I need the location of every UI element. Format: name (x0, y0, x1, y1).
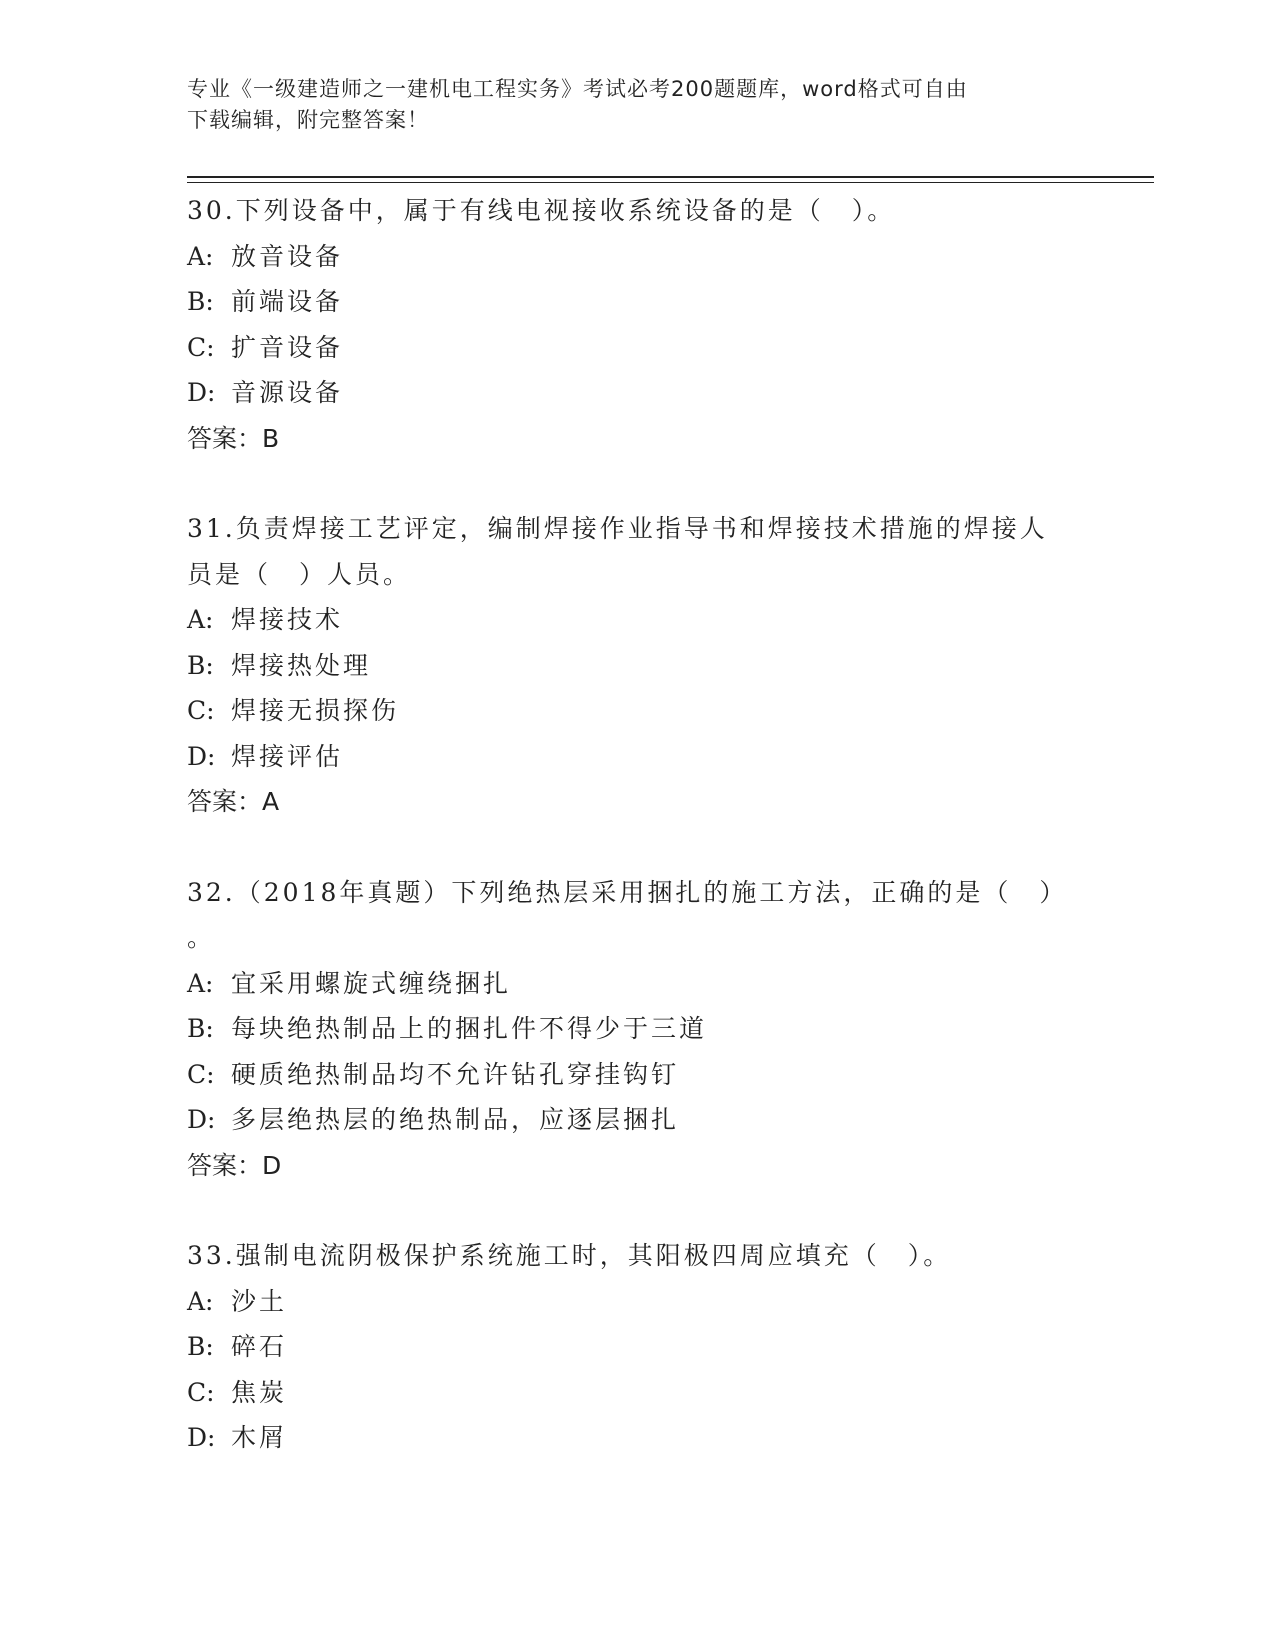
spacer (187, 1188, 1077, 1233)
option-text: 沙土 (231, 1286, 288, 1316)
spacer (187, 825, 1077, 870)
option-text: 焊接热处理 (231, 650, 372, 680)
header-line-2: 下载编辑，附完整答案！ (187, 108, 429, 132)
option-text: 碎石 (231, 1332, 288, 1361)
question-stem: 33.强制电流阴极保护系统施工时，其阳极四周应填充（ ）。 (187, 1241, 952, 1270)
question-stem: 30.下列设备中，属于有线电视接收系统设备的是（ ）。 (187, 196, 896, 225)
option-letter: D: (187, 1105, 216, 1134)
question-stem-line-2: 员是（ ）人员。 (187, 559, 412, 589)
option-text: 焦炭 (231, 1377, 288, 1407)
option-d (187, 1097, 1077, 1143)
option-a (187, 234, 1077, 280)
option-letter: B: (187, 650, 214, 680)
option-text: 每块绝热制品上的捆扎件不得少于三道 (231, 1014, 708, 1043)
option-c (187, 325, 1077, 371)
option-a (187, 961, 1077, 1007)
option-letter: D: (187, 378, 216, 407)
option-letter: B: (187, 1332, 214, 1361)
option-d (187, 1415, 1077, 1461)
question-30 (187, 188, 1077, 461)
option-letter: A: (187, 605, 214, 634)
option-d (187, 370, 1077, 416)
option-text: 硬质绝热制品均不允许钻孔穿挂钩钉 (231, 1059, 680, 1089)
question-list (187, 188, 1077, 1461)
option-a (187, 1279, 1077, 1325)
option-letter: B: (187, 287, 214, 316)
option-text: 音源设备 (231, 378, 344, 407)
option-d (187, 734, 1077, 780)
option-text: 木屑 (231, 1423, 288, 1452)
question-33 (187, 1233, 1077, 1461)
option-c (187, 1370, 1077, 1416)
answer-line: 答案：D (187, 1150, 282, 1180)
answer-line: 答案：A (187, 787, 280, 816)
option-text: 多层绝热层的绝热制品，应逐层捆扎 (231, 1105, 680, 1134)
option-letter: A: (187, 968, 214, 998)
question-31 (187, 506, 1077, 825)
option-c (187, 688, 1077, 734)
option-letter: A: (187, 1286, 214, 1316)
option-letter: D: (187, 1423, 216, 1452)
option-letter: C: (187, 1377, 215, 1407)
option-letter: D: (187, 741, 216, 771)
option-text: 扩音设备 (231, 332, 344, 362)
spacer (187, 461, 1077, 506)
question-stem-line-2: 。 (187, 923, 216, 952)
answer-line: 答案：B (187, 423, 280, 453)
header-divider-thin (187, 182, 1154, 183)
option-letter: C: (187, 696, 215, 725)
option-text: 焊接技术 (231, 605, 344, 634)
option-text: 放音设备 (231, 241, 344, 271)
question-32 (187, 870, 1077, 1189)
option-letter: C: (187, 332, 215, 362)
option-letter: A: (187, 241, 214, 271)
question-stem-line-1: 31.负责焊接工艺评定，编制焊接作业指导书和焊接技术措施的焊接人 (187, 514, 1048, 543)
option-a (187, 597, 1077, 643)
option-b (187, 1324, 1077, 1370)
option-text: 宜采用螺旋式缠绕捆扎 (231, 968, 512, 998)
option-text: 焊接评估 (231, 741, 344, 771)
option-b (187, 643, 1077, 689)
option-b (187, 1006, 1077, 1052)
document-header (187, 74, 1077, 136)
header-divider-thick (187, 176, 1154, 178)
option-b (187, 279, 1077, 325)
option-text: 前端设备 (231, 287, 344, 316)
question-stem-line-1: 32.（2018年真题）下列绝热层采用捆扎的施工方法，正确的是（ ） (187, 877, 1068, 907)
option-c (187, 1052, 1077, 1098)
option-letter: B: (187, 1014, 214, 1043)
option-text: 焊接无损探伤 (231, 696, 400, 725)
option-letter: C: (187, 1059, 215, 1089)
header-line-1: 专业《一级建造师之一建机电工程实务》考试必考200题题库，word格式可自由 (187, 77, 968, 101)
